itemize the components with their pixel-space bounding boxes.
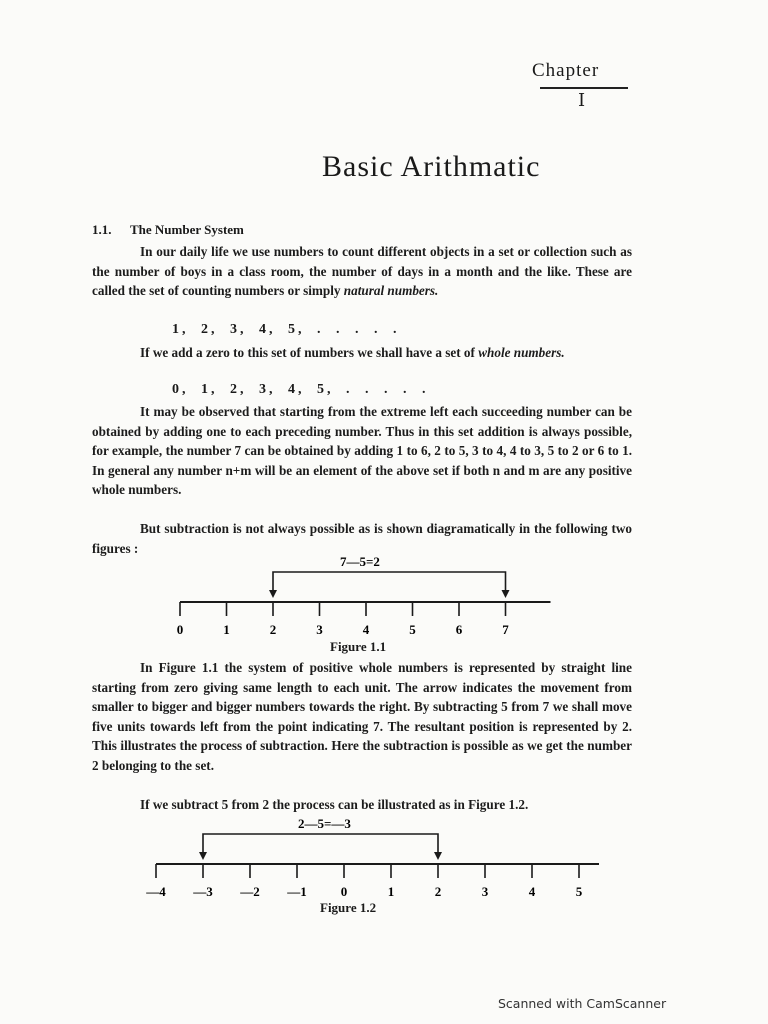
section-heading	[92, 222, 244, 238]
tick-label: 3	[481, 884, 489, 899]
scanner-watermark: Scanned with CamScanner	[498, 996, 667, 1011]
tick-label: —1	[287, 884, 307, 899]
subtraction-bracket	[203, 834, 438, 858]
tick-label: 5	[575, 884, 583, 899]
section-title: The Number System	[130, 222, 244, 237]
tick-label: 1	[387, 884, 395, 899]
arrow-head	[502, 590, 510, 598]
tick-label: —4	[146, 884, 166, 899]
figure-1-1-number-line	[160, 550, 580, 640]
chapter-label: Chapter	[532, 60, 600, 81]
natural-number-sequence: 1, 2, 3, 4, 5, . . . . .	[172, 322, 400, 337]
paragraph-1: In our daily life we use numbers to count different objects in a set or collection such as the number of boys in a class room, the number of days in a month and the like. These are called the set of counting numbers or simply natural numbers.	[92, 244, 632, 298]
tick-label: 2	[434, 884, 442, 899]
paragraph-3: It may be observed that starting from the extreme left each succeeding number can be obtained by adding one to each preceding number. Thus in this set addition is always possible, for example, the number 7 can be obtained by adding 1 to 6, 2 to 5, 3 to 4, 4 to 3, 5 to 2 or 6 to 1. In general any number n+m will be an element of the above set if both n and m are any positive whole numbers.	[92, 404, 632, 497]
arrow-head	[269, 590, 277, 598]
section-number: 1.1.	[92, 222, 112, 237]
paragraph-4: But subtraction is not always possible as is shown diagramatically in the following two figures :	[92, 521, 632, 556]
tick-label: 1	[223, 622, 230, 637]
figure-1-2-caption: Figure 1.2	[320, 900, 377, 915]
tick-label: 4	[528, 884, 536, 899]
chapter-rule	[540, 87, 628, 89]
tick-label: 0	[176, 622, 184, 637]
tick-label: 0	[340, 884, 348, 899]
tick-label: 4	[362, 622, 370, 637]
figure-1-2-equation: 2—5=—3	[298, 816, 351, 831]
paragraph-6: If we subtract 5 from 2 the process can be illustrated as in Figure 1.2.	[140, 797, 529, 812]
arrow-head	[199, 852, 207, 860]
tick-label: 6	[455, 622, 463, 637]
tick-label: 7	[502, 622, 509, 637]
chapter-number: I	[578, 90, 586, 111]
figure-1-2-number-line	[130, 812, 600, 902]
tick-label: 5	[409, 622, 416, 637]
tick-label: 3	[316, 622, 323, 637]
page-title: Basic Arithmatic	[322, 150, 541, 183]
term-natural-numbers: natural numbers.	[343, 283, 439, 298]
subtraction-bracket	[273, 572, 506, 596]
tick-label: —3	[193, 884, 213, 899]
tick-label: 2	[269, 622, 277, 637]
tick-label: —2	[240, 884, 260, 899]
figure-1-1-caption: Figure 1.1	[330, 639, 387, 654]
figure-1-1-equation: 7—5=2	[340, 554, 380, 569]
term-whole-numbers: whole numbers.	[478, 345, 565, 360]
paragraph-2: If we add a zero to this set of numbers we shall have a set of whole numbers.	[140, 345, 565, 360]
arrow-head	[434, 852, 442, 860]
paragraph-5: In Figure 1.1 the system of positive whole numbers is represented by straight line starting from zero giving same length to each unit. The arrow indicates the movement from smaller to bigger and bigger numbers towards the right. By subtracting 5 from 7 we shall move five units towards left from the point indicating 7. The resultant position is represented by 2. This illustrates the process of subtraction. Here the subtraction is possible as we get the number 2 belonging to the set.	[92, 660, 632, 773]
whole-number-sequence: 0, 1, 2, 3, 4, 5, . . . . .	[172, 382, 429, 397]
